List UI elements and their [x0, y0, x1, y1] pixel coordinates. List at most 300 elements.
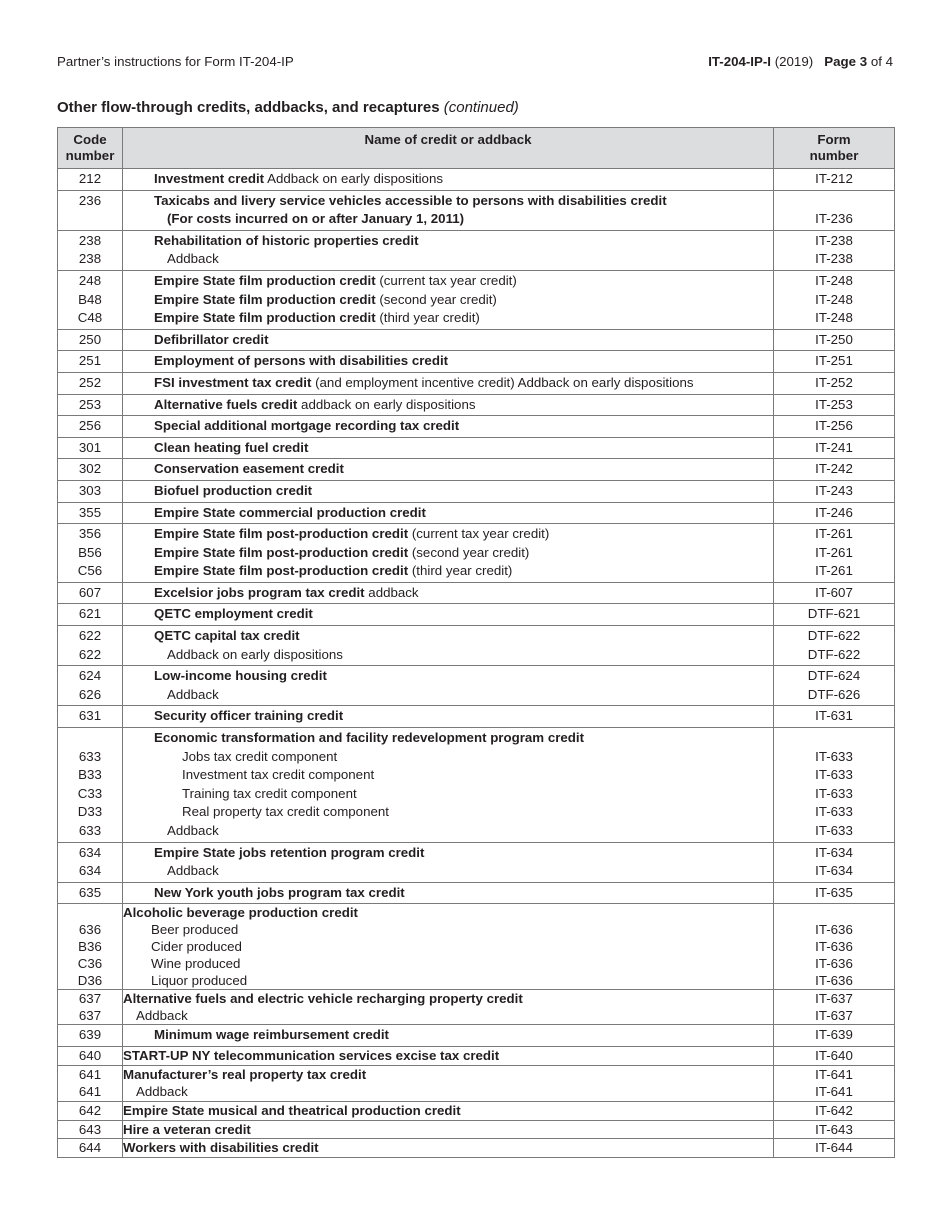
credit-name: [154, 627, 773, 646]
form-cell: [774, 459, 895, 481]
credit-name: [123, 1139, 773, 1157]
table-row: [58, 230, 895, 270]
code-cell: [58, 524, 123, 583]
credit-name: [123, 1121, 773, 1139]
code-cell: [58, 351, 123, 373]
name-cell: [123, 480, 774, 502]
code-number: 644: [78, 1140, 102, 1156]
name-cell: [123, 351, 774, 373]
credit-name: [154, 192, 773, 211]
table-row: [58, 706, 895, 728]
credit-name: [154, 822, 773, 841]
table-row: [58, 666, 895, 706]
form-number: DTF-624: [807, 668, 861, 684]
credit-name: [123, 972, 773, 989]
code-cell: [58, 882, 123, 904]
form-number: IT-256: [815, 418, 853, 434]
form-cell: [774, 626, 895, 666]
name-cell: [123, 1102, 774, 1121]
credit-name: [154, 170, 773, 189]
code-number: 643: [78, 1121, 102, 1137]
credit-name: [154, 482, 773, 501]
form-cell: [774, 1025, 895, 1047]
code-number: B33: [78, 767, 102, 783]
credit-name-bold: Minimum wage reimbursement credit: [154, 1027, 389, 1043]
form-number: IT-641: [815, 1066, 853, 1082]
table-row: [58, 1025, 895, 1047]
form-number: DTF-622: [807, 646, 861, 662]
form-number: IT-643: [815, 1121, 853, 1137]
name-cell: [123, 190, 774, 230]
credit-name: [154, 291, 773, 310]
table-header-row: [58, 128, 895, 169]
credit-name: [154, 785, 773, 804]
code-number: 631: [78, 708, 102, 724]
code-cell: [58, 437, 123, 459]
credit-name-bold: Alternative fuels credit: [154, 396, 298, 412]
credit-name: [123, 1083, 773, 1101]
table-row: [58, 394, 895, 416]
table-row: [58, 169, 895, 191]
credit-name-bold: Low-income housing credit: [154, 668, 327, 684]
credit-name-bold: QETC capital tax credit: [154, 628, 300, 644]
credit-name-bold: Empire State film post-production credit: [154, 563, 409, 579]
credit-name-detail: (third year credit): [408, 563, 513, 579]
credit-name-bold: Employment of persons with disabilities credit: [154, 353, 449, 369]
section-title: [57, 99, 519, 116]
table-row: [58, 416, 895, 438]
credit-name: [154, 309, 773, 328]
code-number: 634: [78, 844, 102, 860]
credit-name-detail: Liquor produced: [151, 973, 248, 989]
code-cell: [58, 1046, 123, 1065]
table-row: [58, 190, 895, 230]
credit-name: [154, 331, 773, 350]
credit-name-bold: (For costs incurred on or after January 1, 2011): [167, 211, 465, 227]
form-cell: [774, 582, 895, 604]
code-cell: [58, 842, 123, 882]
credit-name-bold: Empire State film production credit: [154, 310, 376, 326]
table-row: [58, 1065, 895, 1101]
credit-name: [154, 605, 773, 624]
credit-name: [154, 766, 773, 785]
code-cell: [58, 329, 123, 351]
credit-name: [154, 748, 773, 767]
form-id: IT-204-IP-I: [708, 54, 771, 69]
credit-name: [154, 884, 773, 903]
form-number: IT-633: [815, 804, 853, 820]
code-cell: [58, 990, 123, 1025]
credit-name: [123, 955, 773, 972]
credit-name: [154, 584, 773, 603]
code-number: 303: [78, 482, 102, 498]
credit-name-bold: Alcoholic beverage production credit: [123, 905, 358, 921]
page-number: Page 3: [824, 54, 868, 69]
name-cell: [123, 394, 774, 416]
name-cell: [123, 904, 774, 990]
code-number: 635: [78, 884, 102, 900]
name-cell: [123, 666, 774, 706]
name-cell: [123, 842, 774, 882]
name-cell: [123, 882, 774, 904]
credit-name: [154, 646, 773, 665]
form-number: IT-251: [815, 353, 853, 369]
credit-name-detail: Beer produced: [151, 922, 239, 938]
table-row: [58, 904, 895, 990]
code-cell: [58, 190, 123, 230]
code-cell: [58, 582, 123, 604]
credit-name-bold: Taxicabs and livery service vehicles accessible to persons with disabilities credit: [154, 192, 667, 208]
code-number: D36: [77, 973, 103, 989]
table-row: [58, 524, 895, 583]
form-cell: [774, 904, 895, 990]
name-cell: [123, 1025, 774, 1047]
code-number: B36: [78, 939, 102, 955]
form-cell: [774, 502, 895, 524]
form-cell: [774, 190, 895, 230]
form-number: [774, 192, 894, 211]
form-number: IT-642: [815, 1103, 853, 1119]
credit-name-detail: Addback: [167, 863, 219, 879]
form-cell: [774, 842, 895, 882]
credit-name-detail: (second year credit): [375, 291, 497, 307]
code-cell: [58, 480, 123, 502]
table-row: [58, 270, 895, 329]
table-row: [58, 842, 895, 882]
name-cell: [123, 372, 774, 394]
column-header-form: [774, 128, 895, 169]
code-number: 302: [78, 461, 102, 477]
name-cell: [123, 1046, 774, 1065]
form-number: IT-635: [815, 884, 853, 900]
code-cell: [58, 270, 123, 329]
table-row: [58, 1102, 895, 1121]
code-number: C33: [77, 785, 103, 801]
code-number: 355: [78, 504, 102, 520]
credit-name: [154, 803, 773, 822]
credit-name-bold: Excelsior jobs program tax credit: [154, 584, 365, 600]
credit-name-bold: Conservation easement credit: [154, 461, 344, 477]
credit-name-bold: Empire State film production credit: [154, 272, 376, 288]
form-number: IT-261: [815, 563, 853, 579]
credit-name-detail: (current tax year credit): [408, 526, 550, 542]
credit-name: [154, 729, 773, 748]
code-number: 236: [78, 192, 102, 208]
code-number: 624: [78, 668, 102, 684]
form-number: IT-633: [815, 785, 853, 801]
form-cell: [774, 372, 895, 394]
credit-name: [154, 686, 773, 705]
credit-name-bold: Rehabilitation of historic properties credit: [154, 232, 419, 248]
code-number: C56: [77, 563, 103, 579]
code-number: 622: [78, 646, 102, 662]
name-cell: [123, 230, 774, 270]
code-cell: [58, 1065, 123, 1101]
form-number: IT-242: [815, 461, 853, 477]
table-row: [58, 728, 895, 843]
code-number: 252: [78, 374, 102, 390]
credit-name-detail: Addback: [136, 1008, 188, 1024]
name-cell: [123, 728, 774, 843]
form-cell: [774, 990, 895, 1025]
form-cell: [774, 394, 895, 416]
code-cell: [58, 706, 123, 728]
header-text: number: [809, 148, 859, 163]
form-cell: [774, 882, 895, 904]
credit-name-detail: (current tax year credit): [375, 272, 517, 288]
table-row: [58, 882, 895, 904]
code-cell: [58, 1025, 123, 1047]
code-number: 301: [78, 439, 102, 455]
credit-name-detail: (third year credit): [375, 310, 480, 326]
form-cell: [774, 480, 895, 502]
name-cell: [123, 329, 774, 351]
credit-name: [154, 417, 773, 436]
credit-name: [154, 396, 773, 415]
form-cell: [774, 706, 895, 728]
form-number: IT-248: [815, 291, 853, 307]
form-number: IT-261: [815, 526, 853, 542]
table-row: [58, 329, 895, 351]
credit-name: [123, 1047, 773, 1065]
section-title-text: Other flow-through credits, addbacks, and recaptures: [57, 99, 440, 116]
credit-name: [154, 525, 773, 544]
credit-name-detail: Cider produced: [151, 939, 242, 955]
form-number: DTF-622: [807, 628, 861, 644]
table-row: [58, 1120, 895, 1139]
credit-name-bold: Alternative fuels and electric vehicle recharging property credit: [123, 991, 523, 1007]
form-number: DTF-626: [807, 686, 861, 702]
code-number: B48: [78, 291, 102, 307]
table-row: [58, 1046, 895, 1065]
code-number: 250: [78, 331, 102, 347]
form-cell: [774, 270, 895, 329]
name-cell: [123, 1120, 774, 1139]
form-number: IT-633: [815, 748, 853, 764]
table-row: [58, 372, 895, 394]
form-number: IT-633: [815, 823, 853, 838]
form-cell: [774, 524, 895, 583]
form-cell: [774, 666, 895, 706]
credit-name: [123, 904, 773, 921]
credit-name: [154, 232, 773, 251]
credit-name: [123, 938, 773, 955]
credit-name-detail: Training tax credit component: [182, 785, 357, 801]
code-number: 622: [78, 628, 102, 644]
credit-name: [123, 990, 773, 1007]
table-row: [58, 480, 895, 502]
code-cell: [58, 728, 123, 843]
form-number: IT-236: [815, 211, 853, 227]
name-cell: [123, 990, 774, 1025]
form-cell: [774, 351, 895, 373]
form-number: IT-246: [815, 504, 853, 520]
code-number: B56: [78, 544, 102, 560]
form-number: IT-248: [815, 310, 853, 326]
code-cell: [58, 1102, 123, 1121]
form-number: IT-639: [815, 1027, 853, 1043]
form-number: IT-212: [815, 171, 853, 186]
name-cell: [123, 626, 774, 666]
form-cell: [774, 728, 895, 843]
code-cell: [58, 1139, 123, 1158]
form-cell: [774, 1046, 895, 1065]
credit-name: [154, 460, 773, 479]
form-number: IT-637: [815, 1008, 853, 1024]
credit-name-detail: addback: [364, 584, 419, 600]
code-number: 238: [78, 232, 102, 248]
form-number: IT-253: [815, 396, 853, 412]
credit-name-detail: Addback: [167, 823, 219, 838]
name-cell: [123, 502, 774, 524]
credit-name-bold: Empire State musical and theatrical production credit: [123, 1103, 461, 1119]
name-cell: [123, 169, 774, 191]
code-number: 641: [78, 1084, 102, 1100]
credit-name-bold: QETC employment credit: [154, 606, 313, 622]
form-cell: [774, 1139, 895, 1158]
credit-name-bold: Biofuel production credit: [154, 482, 313, 498]
code-cell: [58, 169, 123, 191]
code-cell: [58, 416, 123, 438]
credit-name-bold: Hire a veteran credit: [123, 1121, 251, 1137]
code-number: 633: [78, 748, 102, 764]
form-cell: [774, 437, 895, 459]
code-cell: [58, 459, 123, 481]
form-cell: [774, 1065, 895, 1101]
credit-name-bold: Security officer training credit: [154, 708, 344, 724]
form-number: IT-607: [815, 584, 853, 600]
name-cell: [123, 706, 774, 728]
form-number: IT-636: [815, 922, 853, 938]
form-number: IT-634: [815, 863, 853, 879]
form-number: IT-261: [815, 544, 853, 560]
table-row: [58, 502, 895, 524]
header-text: number: [65, 148, 115, 163]
name-cell: [123, 1065, 774, 1101]
column-header-name: Name of credit or addback: [123, 128, 774, 169]
credit-name-bold: New York youth jobs program tax credit: [154, 884, 405, 900]
credit-name-bold: Investment credit: [154, 171, 265, 186]
code-number: D33: [77, 804, 103, 820]
table-row: [58, 1139, 895, 1158]
credit-name: [154, 844, 773, 863]
form-number: IT-641: [815, 1084, 853, 1100]
form-cell: [774, 604, 895, 626]
credit-name-bold: START-UP NY telecommunication services excise tax credit: [123, 1047, 500, 1063]
form-number: IT-248: [815, 272, 853, 288]
code-number: 633: [78, 823, 102, 838]
code-cell: [58, 604, 123, 626]
table-row: [58, 990, 895, 1025]
form-number: IT-243: [815, 482, 853, 498]
code-number: 607: [78, 584, 102, 600]
code-number: 641: [78, 1066, 102, 1082]
credit-name: [154, 272, 773, 291]
code-number: 238: [78, 251, 102, 267]
form-cell: [774, 1120, 895, 1139]
code-number: 640: [78, 1047, 102, 1063]
header-text: Form: [817, 132, 851, 147]
code-cell: [58, 904, 123, 990]
credit-name-detail: Jobs tax credit component: [182, 748, 338, 764]
credit-name: [154, 1026, 773, 1045]
name-cell: [123, 604, 774, 626]
name-cell: [123, 1139, 774, 1158]
form-number: IT-634: [815, 844, 853, 860]
credit-name-bold: Empire State film post-production credit: [154, 526, 409, 542]
credits-table: [57, 127, 895, 1158]
credit-name-bold: FSI investment tax credit: [154, 374, 312, 390]
credit-name: [154, 504, 773, 523]
form-number: IT-252: [815, 374, 853, 390]
table-row: [58, 582, 895, 604]
credit-name-bold: Manufacturer’s real property tax credit: [123, 1066, 367, 1082]
credit-name-bold: Empire State jobs retention program credit: [154, 844, 425, 860]
code-number: 248: [78, 272, 102, 288]
credit-name: [154, 862, 773, 881]
code-number: 253: [78, 396, 102, 412]
code-number: 626: [78, 686, 102, 702]
form-number: IT-238: [815, 232, 853, 248]
form-number: [774, 729, 894, 748]
credit-name-bold: Special additional mortgage recording tax credit: [154, 418, 460, 434]
credit-name-bold: Empire State commercial production credit: [154, 504, 426, 520]
name-cell: [123, 582, 774, 604]
credit-name: [123, 921, 773, 938]
form-number: [774, 904, 894, 921]
credit-name: [154, 544, 773, 563]
form-number: IT-637: [815, 991, 853, 1007]
code-cell: [58, 666, 123, 706]
code-number: C36: [77, 956, 103, 972]
credit-name-detail: Wine produced: [151, 956, 241, 972]
code-number: 637: [78, 1008, 102, 1024]
credit-name-detail: Addback: [167, 251, 219, 267]
column-header-code: [58, 128, 123, 169]
form-number: IT-644: [815, 1140, 853, 1156]
page-total: of 4: [870, 54, 893, 69]
code-cell: [58, 1120, 123, 1139]
code-number: 636: [78, 922, 102, 938]
code-number: C48: [77, 310, 103, 326]
code-cell: [58, 502, 123, 524]
form-number: IT-636: [815, 939, 853, 955]
code-number: 639: [78, 1027, 102, 1043]
credit-name: [154, 707, 773, 726]
credit-name-detail: Addback on early dispositions: [167, 646, 343, 662]
credit-name: [123, 1066, 773, 1084]
form-number: IT-250: [815, 331, 853, 347]
credit-name-bold: Defibrillator credit: [154, 331, 269, 347]
credit-name-detail: (and employment incentive credit) Addback on early dispositions: [311, 374, 694, 390]
form-cell: [774, 329, 895, 351]
form-number: IT-640: [815, 1047, 853, 1063]
credit-name-bold: Empire State film production credit: [154, 291, 376, 307]
page-header-right: [708, 54, 893, 69]
code-number: 212: [78, 171, 102, 186]
table-row: [58, 459, 895, 481]
credit-name: [154, 352, 773, 371]
credit-name: [154, 667, 773, 686]
form-number: IT-636: [815, 956, 853, 972]
table-row: [58, 351, 895, 373]
credit-name: [154, 374, 773, 393]
credit-name-detail: Addback on early dispositions: [264, 171, 443, 186]
code-cell: [58, 230, 123, 270]
credit-name-detail: Real property tax credit component: [182, 804, 389, 820]
section-title-suffix: (continued): [443, 99, 519, 116]
credit-name: [123, 1007, 773, 1024]
